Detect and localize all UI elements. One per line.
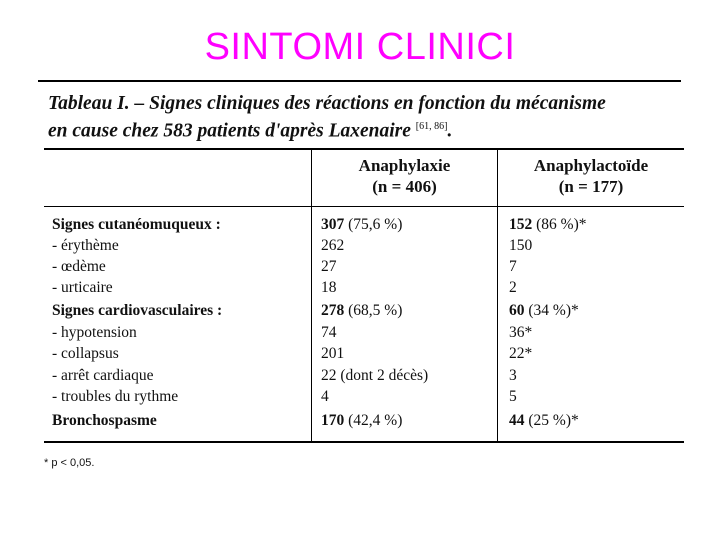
cell-anaphylactoide	[509, 214, 587, 235]
caption-line-2-text: en cause chez 583 patients d'après Laxenaire	[48, 120, 411, 142]
cell-anaphylactoide: 36*	[509, 324, 533, 341]
cell-value: (75,6 %)	[344, 216, 403, 233]
cell-anaphylaxie: 201	[321, 345, 345, 362]
cell-anaphylactoide: 7	[509, 258, 517, 275]
column-n-anaphylactoide: (n = 177)	[558, 177, 624, 196]
cell-value-bold: 307	[321, 216, 345, 233]
cell-anaphylactoide	[509, 410, 579, 431]
table-row	[52, 322, 533, 343]
cell-anaphylaxie	[321, 410, 402, 431]
cell-anaphylaxie: 18	[321, 279, 337, 296]
cell-value: (42,4 %)	[344, 412, 403, 429]
cell-anaphylactoide: 2	[509, 279, 517, 296]
column-title-anaphylactoide: Anaphylactoïde	[533, 156, 649, 175]
table-row	[52, 343, 533, 364]
row-label: Bronchospasme	[52, 412, 157, 429]
caption-line-2	[48, 115, 688, 143]
table-header-rule	[44, 206, 684, 207]
cell-anaphylactoide: 5	[509, 388, 517, 405]
row-label: Signes cardiovasculaires :	[52, 302, 223, 319]
row-label: - collapsus	[52, 345, 119, 362]
cell-value-bold: 170	[321, 412, 345, 429]
cell-anaphylaxie	[321, 300, 402, 321]
cell-anaphylaxie: 74	[321, 324, 337, 341]
table-row	[52, 365, 517, 386]
cell-value-bold: 44	[509, 412, 525, 429]
table-row	[52, 214, 587, 235]
cell-value-bold: 152	[509, 216, 533, 233]
cell-anaphylactoide: 150	[509, 237, 533, 254]
cell-anaphylactoide	[509, 300, 579, 321]
caption-ref: [61, 86]	[415, 121, 448, 132]
row-label: - troubles du rythme	[52, 388, 179, 405]
cell-anaphylaxie: 4	[321, 388, 329, 405]
cell-anaphylaxie: 262	[321, 237, 345, 254]
cell-anaphylactoide: 3	[509, 367, 517, 384]
caption-line-1: Tableau I. – Signes cliniques des réactions en fonction du mécanisme	[48, 93, 606, 114]
table-row	[52, 410, 579, 431]
table-row	[52, 300, 579, 321]
row-label: - œdème	[52, 258, 106, 275]
row-label: Signes cutanéomuqueux :	[52, 216, 221, 233]
row-label: - hypotension	[52, 324, 137, 341]
table-row	[52, 256, 517, 277]
cell-value: (86 %)*	[532, 216, 587, 233]
table-top-rule	[44, 148, 684, 150]
row-label: - érythème	[52, 237, 119, 254]
cell-value-bold: 60	[509, 302, 525, 319]
column-header-anaphylaxie	[312, 155, 497, 197]
cell-anaphylaxie: 22 (dont 2 décès)	[321, 367, 429, 384]
column-n-anaphylaxie: (n = 406)	[372, 177, 437, 196]
table-row	[52, 235, 533, 256]
cell-anaphylactoide: 22*	[509, 345, 533, 362]
cell-value-bold: 278	[321, 302, 345, 319]
slide-title: SINTOMI CLINICI	[204, 26, 516, 68]
column-header-anaphylactoide	[498, 155, 684, 197]
row-label: - arrêt cardiaque	[52, 367, 154, 384]
table-row	[52, 277, 517, 298]
column-title-anaphylaxie: Anaphylaxie	[358, 156, 451, 175]
footnote: * p < 0,05.	[44, 457, 95, 469]
table-bottom-rule	[44, 441, 684, 443]
cell-value: (34 %)*	[524, 302, 579, 319]
table-row	[52, 386, 517, 407]
table-caption	[48, 92, 688, 143]
cell-value: (68,5 %)	[344, 302, 403, 319]
top-rule	[38, 80, 681, 82]
cell-anaphylaxie	[321, 214, 402, 235]
row-label: - urticaire	[52, 279, 113, 296]
caption-end: .	[447, 120, 453, 142]
cell-anaphylaxie: 27	[321, 258, 337, 275]
cell-value: (25 %)*	[524, 412, 579, 429]
